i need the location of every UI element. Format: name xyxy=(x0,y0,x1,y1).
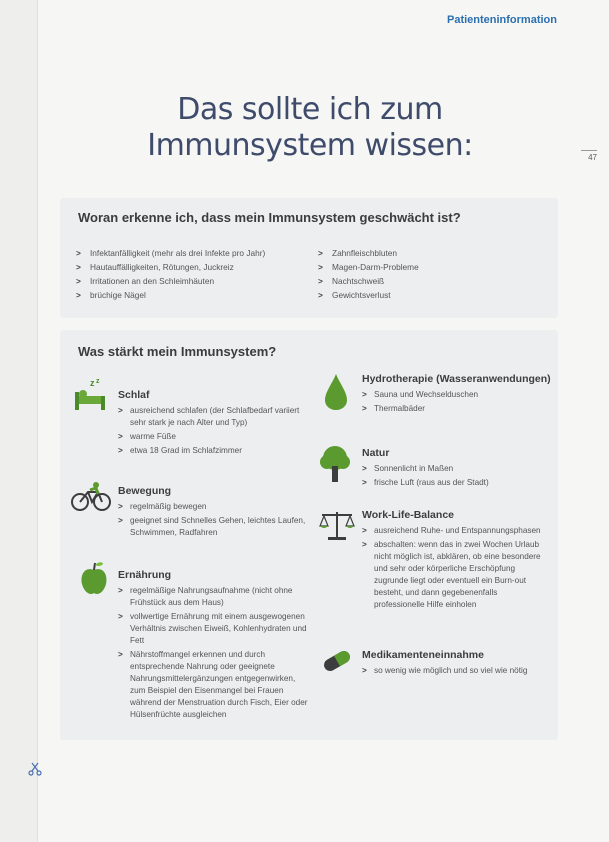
list-item: > Magen-Darm-Probleme xyxy=(318,260,538,274)
weakened-list-right xyxy=(318,246,538,302)
list-item: > etwa 18 Grad im Schlafzimmer xyxy=(118,445,308,457)
strengthen-heading: Was stärkt mein Immunsystem? xyxy=(78,344,277,359)
list-item: > Nährstoffmangel erkennen und durch entsprechende Nahrung oder geeignete Nahrungsmittelergänzungen entgegenwirken, zum Beispiel den Eisenmangel bei Frauen während der Menstruation durch Fisch, Eier oder Hülsenfrüchte ausgleichen xyxy=(118,649,308,721)
list-item: > regelmäßige Nahrungsaufnahme (nicht ohne Frühstück aus dem Haus) xyxy=(118,585,308,609)
section-ernaehrung xyxy=(118,568,308,723)
list-item: > Gewichtsverlust xyxy=(318,288,538,302)
weakened-list-left xyxy=(76,246,316,302)
list-item: > abschalten: wenn das in zwei Wochen Urlaub nicht möglich ist, abklären, ob eine besondere und sehr oder körperliche Erschöpfung zugrunde liegt oder eventuell ein Burn-out besteht, und dann gegebenenfalls professionelle Hilfe einholen xyxy=(362,539,548,611)
list-item: > geeignet sind Schnelles Gehen, leichtes Laufen, Schwimmen, Radfahren xyxy=(118,515,308,539)
tree-icon xyxy=(318,444,352,484)
scales-icon xyxy=(318,508,356,542)
section-ernaehrung-title: Ernährung xyxy=(118,569,172,581)
section-label: Patienteninformation xyxy=(446,14,557,26)
svg-text:z: z xyxy=(90,378,95,388)
list-item: > Infektanfälligkeit (mehr als drei Infekte pro Jahr) xyxy=(76,246,316,260)
title-line-2: Immunsystem wissen: xyxy=(147,128,473,163)
list-item: > Nachtschweiß xyxy=(318,274,538,288)
scissors-icon xyxy=(28,762,42,776)
section-bewegung-title: Bewegung xyxy=(118,485,172,497)
title-line-1: Das sollte ich zum xyxy=(177,92,443,127)
list-item: > regelmäßig bewegen xyxy=(118,501,308,513)
section-hydrotherapie-title: Hydrotherapie (Wasseranwendungen) xyxy=(362,373,551,385)
list-item: > Zahnfleischbluten xyxy=(318,246,538,260)
apple-icon xyxy=(78,560,110,598)
list-item: > so wenig wie möglich und so viel wie nötig xyxy=(362,665,548,677)
section-medikamente-title: Medikamenteneinnahme xyxy=(362,649,484,661)
section-natur-title: Natur xyxy=(362,447,390,459)
section-hydrotherapie xyxy=(362,372,552,417)
list-item: > warme Füße xyxy=(118,431,308,443)
list-item: > vollwertige Ernährung mit einem ausgewogenen Verhältnis zwischen Eiweiß, Kohlenhydraten und Fett xyxy=(118,611,308,647)
section-bewegung xyxy=(118,484,308,541)
list-item: > ausreichend schlafen (der Schlafbedarf variiert sehr stark je nach Alter und Typ) xyxy=(118,405,308,429)
page-number: 47 xyxy=(581,150,597,162)
list-item: > Sonnenlicht in Maßen xyxy=(362,463,552,475)
page-title xyxy=(120,92,500,164)
section-worklife xyxy=(362,508,548,613)
section-worklife-title: Work-Life-Balance xyxy=(362,509,454,521)
weakened-heading: Woran erkenne ich, dass mein Immunsystem geschwächt ist? xyxy=(78,210,461,225)
list-item: > Irritationen an den Schleimhäuten xyxy=(76,274,316,288)
bicycle-icon xyxy=(70,480,112,512)
sleep-icon xyxy=(72,376,108,416)
svg-text:z: z xyxy=(96,378,100,385)
section-schlaf xyxy=(118,388,308,459)
weakened-box xyxy=(60,198,558,318)
section-medikamente xyxy=(362,648,548,679)
list-item: > ausreichend Ruhe- und Entspannungsphasen xyxy=(362,525,548,537)
strengthen-box xyxy=(60,330,558,740)
list-item: > Hautauffälligkeiten, Rötungen, Juckreiz xyxy=(76,260,316,274)
water-drop-icon xyxy=(322,372,350,412)
pill-icon xyxy=(320,648,354,674)
list-item: > Thermalbäder xyxy=(362,403,552,415)
section-schlaf-title: Schlaf xyxy=(118,389,150,401)
list-item: > Sauna und Wechselduschen xyxy=(362,389,552,401)
list-item: > brüchige Nägel xyxy=(76,288,316,302)
list-item: > frische Luft (raus aus der Stadt) xyxy=(362,477,552,489)
left-margin-strip xyxy=(0,0,38,842)
section-natur xyxy=(362,446,552,491)
